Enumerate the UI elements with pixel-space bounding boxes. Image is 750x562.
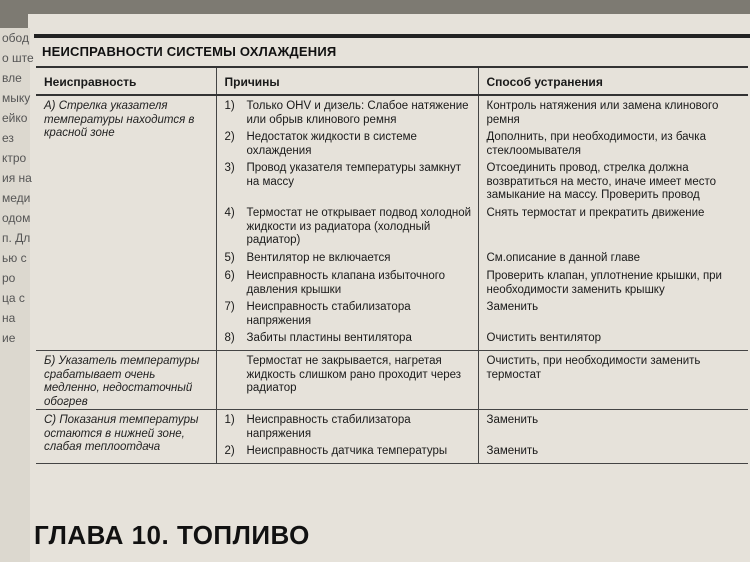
edge-text: ктро <box>2 151 27 165</box>
table-row <box>36 95 748 351</box>
cause-number: 7) <box>224 301 235 313</box>
edge-text: ез <box>2 131 14 145</box>
fix-text: Отсоединить провод, стрелка должна возвратиться на место, иначе имеет место замыкание на массу. Проверить провод <box>486 162 716 201</box>
header-causes: Причины <box>216 67 478 95</box>
cause-text: Неисправность клапана избыточного давления крышки <box>246 270 446 296</box>
cause-item <box>225 131 472 158</box>
fault-cell: Б) Указатель температуры срабатывает очень медленно, недостаточный обогрев <box>36 351 216 410</box>
fix-text: Дополнить, при необходимости, из бачка стеклоомывателя <box>486 131 706 157</box>
fault-cell: А) Стрелка указателя температуры находится в красной зоне <box>36 95 216 351</box>
cause-number: 2) <box>224 445 235 457</box>
cause-number: 8) <box>224 332 235 344</box>
cause-item <box>225 270 472 297</box>
section-header <box>34 34 750 64</box>
fix-cell <box>478 351 748 410</box>
cause-number: 4) <box>224 207 235 219</box>
edge-text: ия на <box>2 171 32 185</box>
table-header-row <box>36 67 748 95</box>
edge-text: меди <box>2 191 31 205</box>
cause-number: 3) <box>224 162 235 174</box>
fix-text: Заменить <box>486 445 539 457</box>
chapter-title: ГЛАВА 10. ТОПЛИВО <box>34 520 310 550</box>
fix-text: Очистить, при необходимости заменить термостат <box>486 355 701 381</box>
edge-text: п. Дл <box>2 231 31 245</box>
cause-text: Неисправность стабилизатора напряжения <box>246 301 411 327</box>
fix-text: Заменить <box>486 301 539 313</box>
cause-number: 1) <box>224 100 235 112</box>
cause-number <box>225 355 239 396</box>
cause-item <box>225 445 472 459</box>
header-fix: Способ устранения <box>478 67 748 95</box>
cause-number: 2) <box>224 131 235 143</box>
cause-text: Неисправность датчика температуры <box>246 445 448 457</box>
cause-number: 5) <box>224 252 235 264</box>
causes-cell <box>216 95 478 351</box>
fix-text: См.описание в данной главе <box>486 252 641 264</box>
fix-cell <box>478 410 748 464</box>
causes-cell <box>216 410 478 464</box>
edge-text: о ште <box>2 51 34 65</box>
cause-item <box>225 414 472 441</box>
cause-item <box>225 100 472 127</box>
cause-text: Недостаток жидкости в системе охлаждения <box>246 131 417 157</box>
fix-text: Контроль натяжения или замена клинового ремня <box>486 100 719 126</box>
cause-text: Неисправность стабилизатора напряжения <box>246 414 411 440</box>
cause-text: Забиты пластины вентилятора <box>246 332 412 344</box>
cause-text: Термостат не закрывается, нагретая жидкость слишком рано проходит через радиатор <box>246 355 462 394</box>
fault-cell: С) Показания температуры остаются в нижней зоне, слабая теплоотдача <box>36 410 216 464</box>
edge-text: обод <box>2 31 29 45</box>
section-title: НЕИСПРАВНОСТИ СИСТЕМЫ ОХЛАЖДЕНИЯ <box>42 44 337 59</box>
edge-text: вле <box>2 71 22 85</box>
table-row <box>36 410 748 464</box>
cause-item <box>225 162 472 203</box>
edge-text: ейко <box>2 111 28 125</box>
cause-item <box>225 332 472 346</box>
edge-text: на <box>2 311 16 325</box>
cause-text: Вентилятор не включается <box>246 252 391 264</box>
faults-table <box>36 66 748 464</box>
edge-text: одом <box>2 211 31 225</box>
fix-text: Заменить <box>486 414 539 426</box>
edge-text: мыку <box>2 91 31 105</box>
cause-item <box>225 301 472 328</box>
fix-text: Проверить клапан, уплотнение крышки, при необходимости заменить крышку <box>486 270 722 296</box>
edge-text: ью с <box>2 251 27 265</box>
cause-text: Термостат не открывает подвод холодной жидкости из радиатора (холодный радиатор) <box>246 207 472 246</box>
edge-text: ие <box>2 331 16 345</box>
fix-text: Снять термостат и прекратить движение <box>486 207 705 219</box>
cause-text: Только OHV и дизель: Слабое натяжение или обрыв клинового ремня <box>246 100 469 126</box>
table-row <box>36 351 748 410</box>
fix-text: Очистить вентилятор <box>486 332 602 344</box>
cause-item <box>225 207 472 248</box>
cause-item <box>225 252 472 266</box>
fix-cell <box>478 95 748 351</box>
cause-number: 1) <box>224 414 235 426</box>
header-fault: Неисправность <box>36 67 216 95</box>
edge-text: ро <box>2 271 16 285</box>
cause-number: 6) <box>224 270 235 282</box>
left-page-edge <box>0 28 34 562</box>
edge-text: ца с <box>2 291 25 305</box>
cause-item <box>225 355 472 396</box>
cause-text: Провод указателя температуры замкнут на массу <box>246 162 462 188</box>
causes-cell <box>216 351 478 410</box>
